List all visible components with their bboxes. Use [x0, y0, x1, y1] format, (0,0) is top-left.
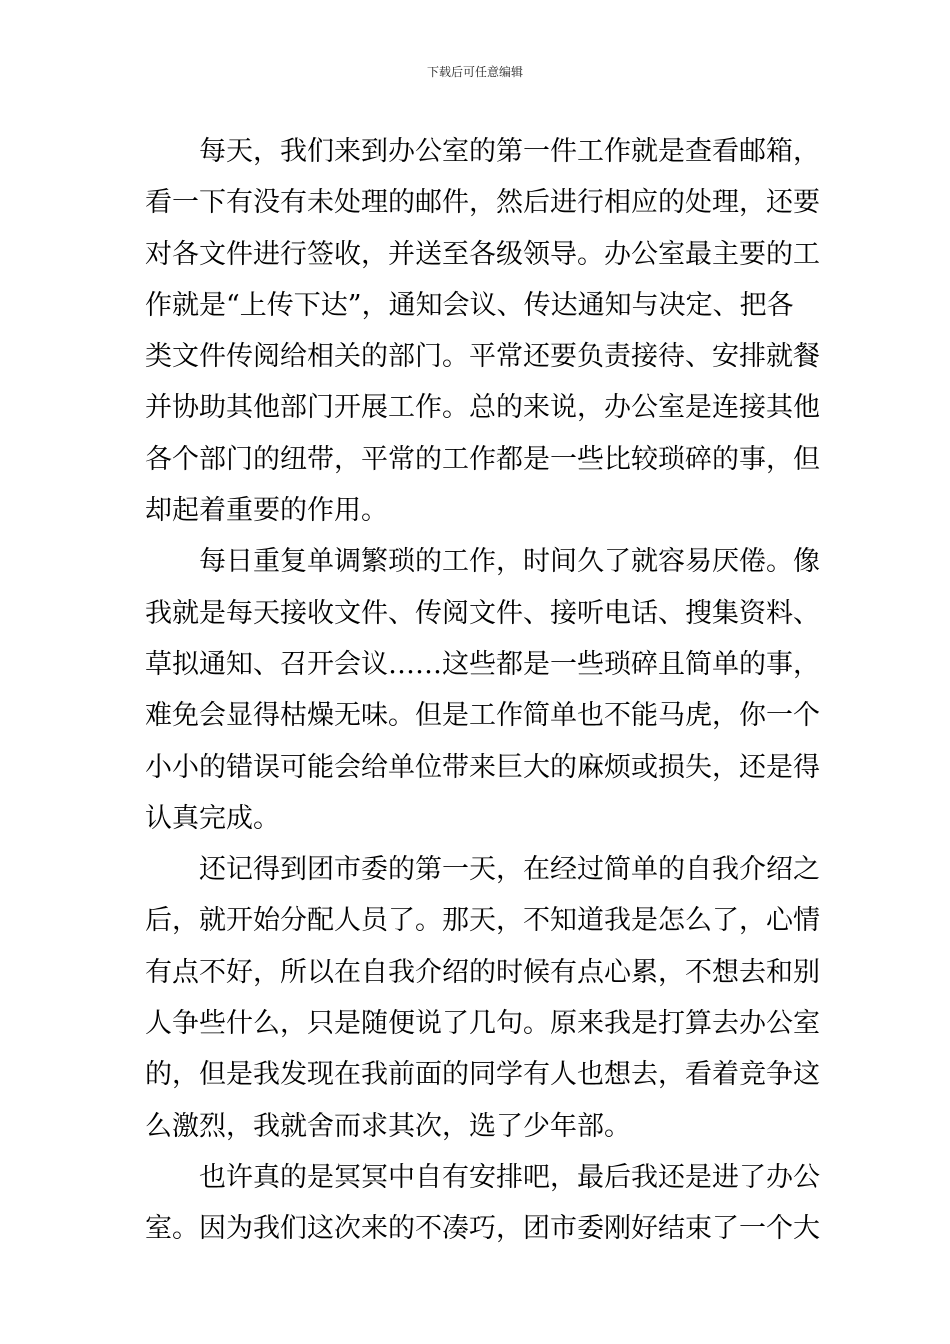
- text-line: 作就是“上传下达”，通知会议、传达通知与决定、把各: [145, 289, 794, 321]
- text-line: 各个部门的纽带，平常的工作都是一些比较琐碎的事，但: [145, 443, 820, 475]
- text-line: 么激烈，我就舍而求其次，选了少年部。: [145, 1110, 631, 1142]
- text-line: 后，就开始分配人员了。那天，不知道我是怎么了，心情: [145, 905, 820, 937]
- body-text: [145, 126, 820, 1255]
- text-line: 人争些什么，只是随便说了几句。原来我是打算去办公室: [145, 1008, 820, 1040]
- paragraph-1: [145, 126, 820, 536]
- text-line: 每天，我们来到办公室的第一件工作就是查看邮箱，: [199, 136, 820, 167]
- text-line: 难免会显得枯燥无味。但是工作简单也不能马虎，你一个: [145, 700, 820, 732]
- text-line: 对各文件进行签收，并送至各级领导。办公室最主要的工: [145, 238, 820, 270]
- text-line: 我就是每天接收文件、传阅文件、接听电话、搜集资料、: [145, 597, 820, 629]
- text-line: 并协助其他部门开展工作。总的来说，办公室是连接其他: [145, 392, 820, 424]
- text-line: 却起着重要的作用。: [145, 495, 388, 527]
- paragraph-3: [145, 844, 820, 1152]
- text-line: 类文件传阅给相关的部门。平常还要负责接待、安排就餐: [145, 341, 820, 373]
- text-line: 的，但是我发现在我前面的同学有人也想去，看着竞争这: [145, 1059, 820, 1091]
- paragraph-2: [145, 536, 820, 844]
- text-line: 草拟通知、召开会议……这些都是一些琐碎且简单的事，: [145, 648, 820, 680]
- page-header: 下载后可任意编辑: [426, 65, 523, 79]
- text-line: 小小的错误可能会给单位带来巨大的麻烦或损失，还是得: [145, 751, 820, 783]
- paragraph-4: [145, 1152, 820, 1255]
- text-line: 还记得到团市委的第一天，在经过简单的自我介绍之: [199, 854, 820, 886]
- text-line: 有点不好，所以在自我介绍的时候有点心累，不想去和别: [145, 956, 820, 988]
- text-line: 每日重复单调繁琐的工作，时间久了就容易厌倦。像: [199, 546, 820, 578]
- text-line: 认真完成。: [145, 802, 280, 834]
- text-line: 也许真的是冥冥中自有安排吧，最后我还是进了办公: [199, 1161, 820, 1193]
- text-line: 室。因为我们这次来的不凑巧，团市委刚好结束了一个大: [145, 1213, 820, 1245]
- text-line: 看一下有没有未处理的邮件，然后进行相应的处理，还要: [145, 187, 820, 219]
